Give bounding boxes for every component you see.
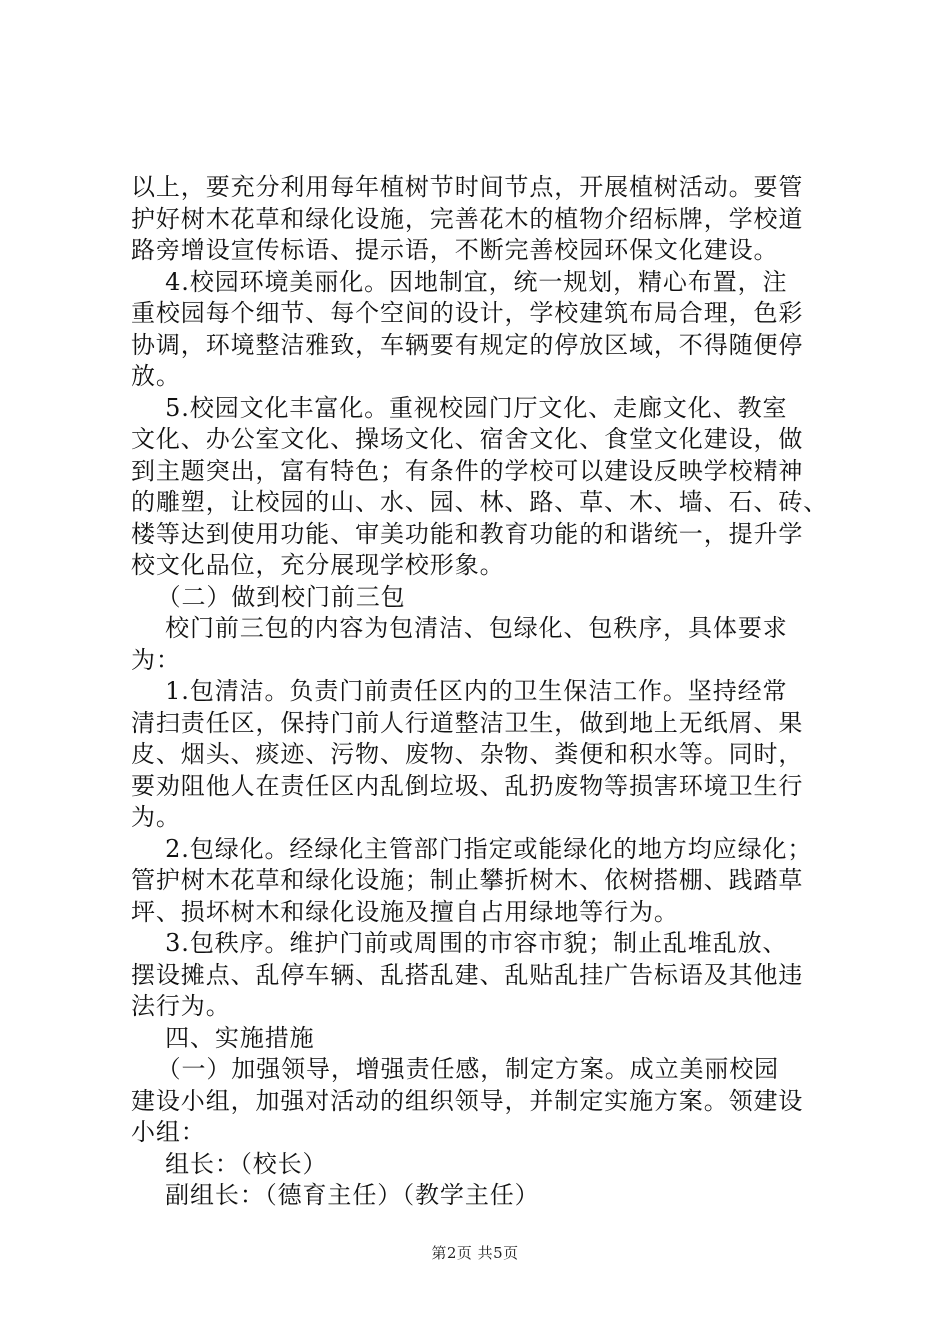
- text-line: 的雕塑，让校园的山、水、园、林、路、草、木、墙、石、砖、: [131, 488, 829, 516]
- text-line: 坪、损坏树木和绿化设施及擅自占用绿地等行为。: [131, 897, 679, 926]
- text-line: 1.包清洁。负责门前责任区内的卫生保洁工作。坚持经常: [131, 677, 788, 705]
- text-line: 为。: [131, 803, 181, 831]
- text-line: 管护树木花草和绿化设施；制止攀折树木、依树搭棚、践踏草: [131, 866, 804, 894]
- text-line: 建设小组，加强对活动的组织领导，并制定实施方案。领建设: [131, 1086, 804, 1115]
- text-line: 校门前三包的内容为包清洁、包绿化、包秩序，具体要求: [131, 614, 788, 642]
- text-line: 法行为。: [131, 992, 231, 1020]
- text-line: 小组：: [131, 1118, 206, 1146]
- text-line: 护好树木花草和绿化设施，完善花木的植物介绍标牌，学校道: [131, 204, 804, 233]
- text-line: 到主题突出，富有特色；有条件的学校可以建设反映学校精神: [131, 456, 804, 485]
- text-line: 以上，要充分利用每年植树节时间节点，开展植树活动。要管: [131, 173, 804, 201]
- text-line: 文化、办公室文化、操场文化、宿舍文化、食堂文化建设，做: [131, 425, 804, 453]
- text-line: 放。: [131, 362, 181, 390]
- text-line: 清扫责任区，保持门前人行道整洁卫生，做到地上无纸屑、果: [131, 708, 804, 737]
- text-line: 重校园每个细节、每个空间的设计，学校建筑布局合理，色彩: [131, 299, 804, 327]
- body-text: [131, 172, 861, 1212]
- text-line: 摆设摊点、乱停车辆、乱搭乱建、乱贴乱挂广告标语及其他违: [131, 960, 804, 989]
- text-line: 组长：（校长）: [131, 1149, 328, 1178]
- text-line: 副组长：（德育主任）（教学主任）: [131, 1181, 540, 1209]
- text-line: 楼等达到使用功能、审美功能和教育功能的和谐统一，提升学: [131, 519, 804, 548]
- text-line: 校文化品位，充分展现学校形象。: [131, 551, 505, 579]
- text-line: 协调，环境整洁雅致，车辆要有规定的停放区域，不得随便停: [131, 330, 804, 359]
- text-line: 皮、烟头、痰迹、污物、废物、杂物、粪便和积水等。同时，: [131, 740, 804, 768]
- text-line: 3.包秩序。维护门前或周围的市容市貌；制止乱堆乱放、: [131, 929, 788, 957]
- text-line: （二）做到校门前三包: [131, 582, 406, 611]
- text-line: （一）加强领导，增强责任感，制定方案。成立美丽校园: [131, 1055, 780, 1083]
- text-line: 为：: [131, 645, 181, 674]
- page-footer: 第2页 共5页: [431, 1244, 519, 1262]
- text-line: 4.校园环境美丽化。因地制宜，统一规划，精心布置，注: [131, 267, 788, 296]
- text-line: 要劝阻他人在责任区内乱倒垃圾、乱扔废物等损害环境卫生行: [131, 771, 804, 800]
- text-line: 路旁增设宣传标语、提示语，不断完善校园环保文化建设。: [131, 236, 779, 264]
- text-line: 2.包绿化。经绿化主管部门指定或能绿化的地方均应绿化；: [131, 834, 813, 863]
- text-line: 四、实施措施: [131, 1023, 315, 1052]
- text-line: 5.校园文化丰富化。重视校园门厅文化、走廊文化、教室: [131, 393, 788, 422]
